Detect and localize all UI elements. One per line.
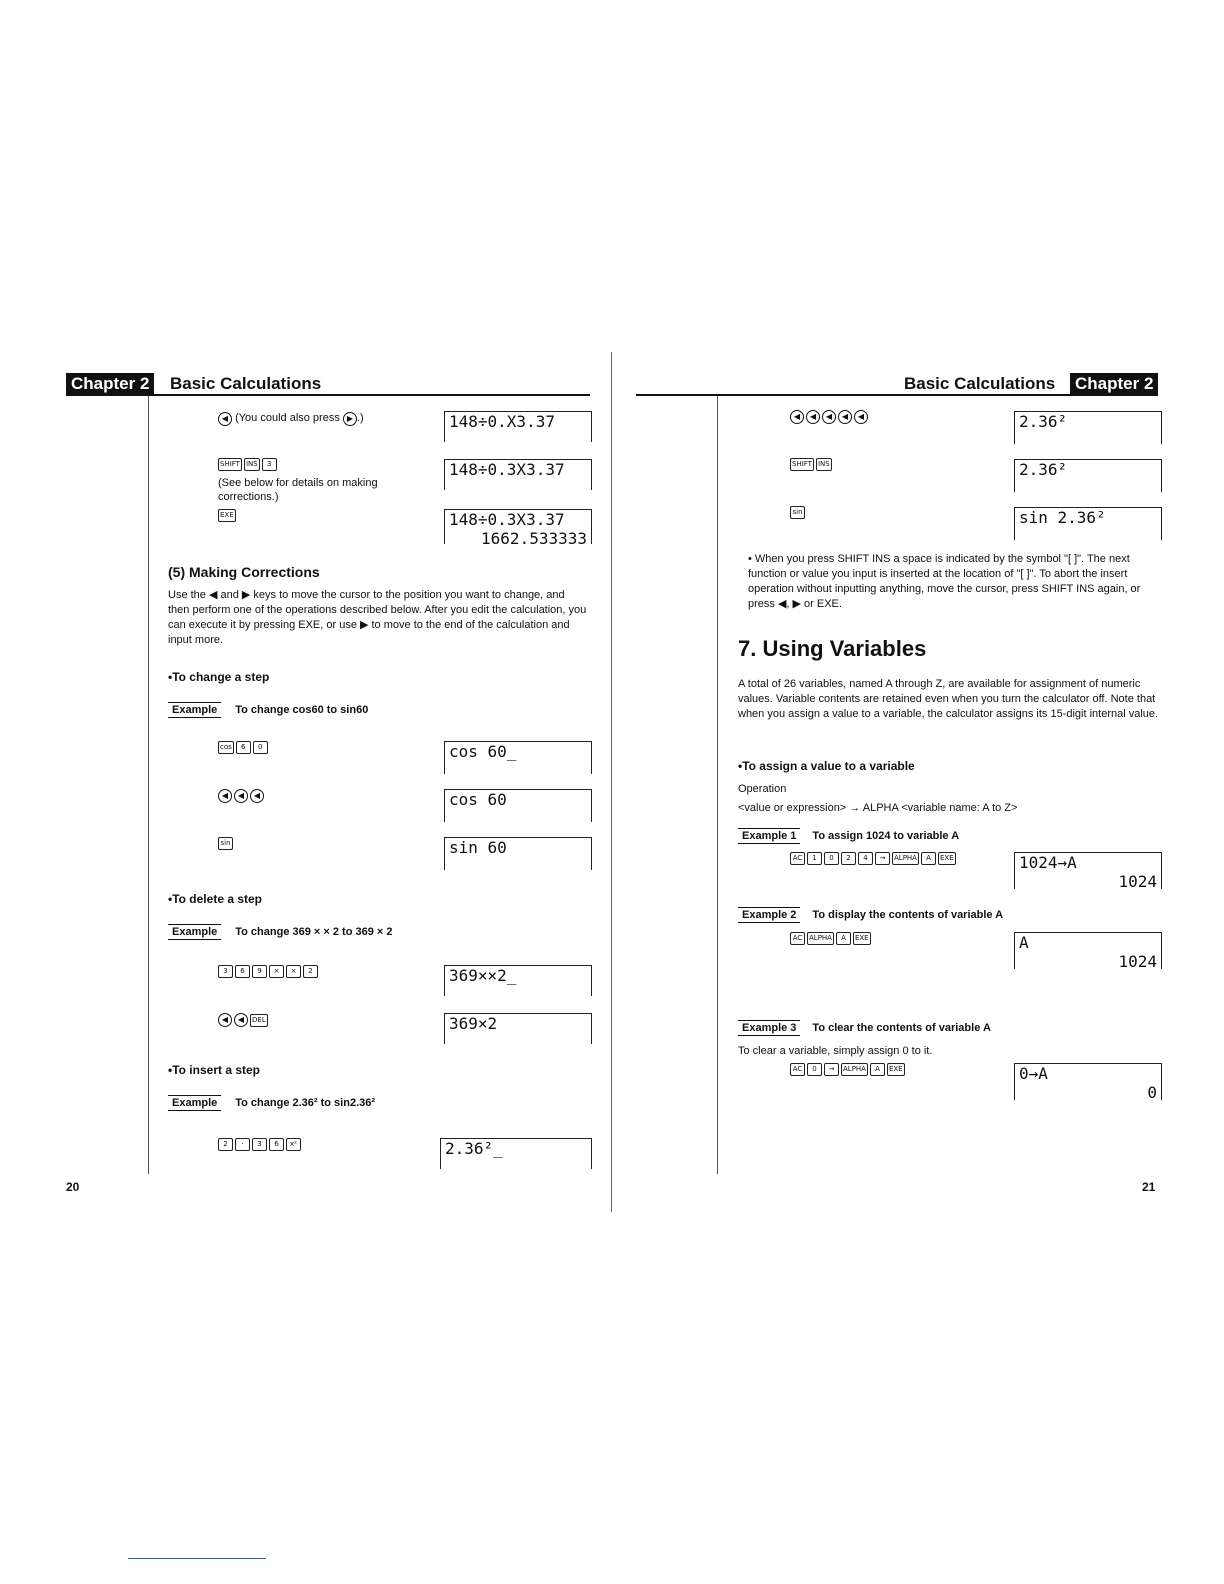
section-body: Use the ◀ and ▶ keys to move the cursor to the position you want to change, and then perform one of the operations described below. After you edit the calculation, you can execute it by pressing EXE, or use ▶ to move to the end of the calculation and input more. — [168, 589, 587, 646]
key-sequence — [790, 458, 832, 471]
step1-note: ◀ (You could also press ▶ .) — [218, 411, 364, 426]
example-text: To assign 1024 to variable A — [812, 830, 960, 842]
ins-key-icon: INS — [816, 458, 832, 471]
square-key-icon: x² — [286, 1138, 301, 1151]
alpha-key-icon: ALPHA — [807, 932, 834, 945]
insert-step-heading: •To insert a step — [168, 1063, 260, 1077]
left-arrow-key-icon: ◀ — [250, 789, 264, 803]
key-6-icon: 6 — [236, 741, 251, 754]
example-note: To clear a variable, simply assign 0 to it. — [738, 1045, 933, 1057]
key-sequence — [790, 1063, 905, 1076]
page-number: 20 — [66, 1180, 80, 1194]
example-line — [168, 1095, 375, 1111]
key-3-icon: 3 — [218, 965, 233, 978]
key-2-icon: 2 — [841, 852, 856, 865]
lcd-display: cos 60 — [444, 789, 592, 822]
assign-arrow-key-icon: → — [875, 852, 890, 865]
shift-key-icon: SHIFT — [790, 458, 814, 471]
cos-key-icon: cos — [218, 741, 234, 754]
key-a-icon: A — [870, 1063, 885, 1076]
ins-key-icon: INS — [244, 458, 260, 471]
key-3-icon: 3 — [252, 1138, 267, 1151]
key-sequence — [218, 1138, 301, 1151]
lcd-display: 148÷0.3X3.37 — [444, 459, 592, 490]
example-label: Example 1 — [738, 828, 800, 844]
lcd-display: cos 60_ — [444, 741, 592, 774]
lcd-display: 2.36²_ — [440, 1138, 592, 1169]
key-0-icon: 0 — [824, 852, 839, 865]
key-a-icon: A — [921, 852, 936, 865]
key-sequence — [790, 932, 871, 945]
key-2-icon: 2 — [303, 965, 318, 978]
example-line — [168, 924, 392, 940]
alpha-key-icon: ALPHA — [841, 1063, 868, 1076]
key-sequence — [218, 965, 318, 978]
ac-key-icon: AC — [790, 1063, 805, 1076]
page-number: 21 — [1142, 1180, 1156, 1194]
section-title: (5) Making Corrections — [168, 564, 320, 580]
exe-key-icon: EXE — [887, 1063, 905, 1076]
key-sequence — [218, 1013, 268, 1027]
left-arrow-key-icon: ◀ — [854, 410, 868, 424]
margin-line — [717, 396, 718, 1174]
lcd-display: 1024→A 1024 — [1014, 852, 1162, 889]
lcd-display: sin 2.36² — [1014, 507, 1162, 540]
operation-label: Operation — [738, 783, 787, 795]
exe-key-icon: EXE — [938, 852, 956, 865]
left-arrow-key-icon: ◀ — [806, 410, 820, 424]
right-arrow-key-icon: ▶ — [343, 412, 357, 426]
lcd-display: 369××2_ — [444, 965, 592, 996]
key-2-icon: 2 — [218, 1138, 233, 1151]
example-text: To change 369 × × 2 to 369 × 2 — [235, 926, 393, 938]
example-text: To display the contents of variable A — [812, 909, 1004, 921]
lcd-display: 369×2 — [444, 1013, 592, 1044]
left-arrow-key-icon: ◀ — [790, 410, 804, 424]
example-label: Example — [168, 924, 221, 940]
key-3-icon: 3 — [262, 458, 277, 471]
example-label: Example 2 — [738, 907, 800, 923]
section-title: 7. Using Variables — [738, 636, 927, 661]
example-line — [738, 828, 959, 844]
section-body: A total of 26 variables, named A through Z, are available for assignment of numeric values. Variable contents are retained even when you turn the calculator off. Note that when you assign a value to a variable, the calculator assigns its 15-digit internal value. — [738, 678, 1159, 720]
example-text: To clear the contents of variable A — [812, 1022, 991, 1034]
delete-step-heading: •To delete a step — [168, 892, 263, 906]
decimal-point-key-icon: · — [235, 1138, 250, 1151]
left-arrow-key-icon: ◀ — [218, 789, 232, 803]
key-sequence — [218, 789, 264, 803]
key-0-icon: 0 — [807, 1063, 822, 1076]
example-line — [168, 702, 368, 718]
left-arrow-key-icon: ◀ — [838, 410, 852, 424]
key-sequence — [790, 852, 956, 865]
step2-note: (See below for details on making corrections.) — [218, 477, 378, 503]
left-arrow-key-icon: ◀ — [234, 789, 248, 803]
key-sequence — [218, 509, 236, 522]
lcd-display: 148÷0.X3.37 — [444, 411, 592, 442]
del-key-icon: DEL — [250, 1014, 268, 1027]
key-sequence — [218, 741, 268, 754]
lcd-display: A 1024 — [1014, 932, 1162, 969]
shift-key-icon: SHIFT — [218, 458, 242, 471]
example-label: Example 3 — [738, 1020, 800, 1036]
book-spine — [611, 352, 612, 1212]
lcd-display: 2.36² — [1014, 411, 1162, 444]
key-sequence — [790, 410, 868, 424]
key-sequence — [218, 458, 277, 471]
operation-text: <value or expression> → ALPHA <variable name: A to Z> — [738, 802, 1018, 814]
key-a-icon: A — [836, 932, 851, 945]
insert-note: • When you press SHIFT INS a space is indicated by the symbol "[ ]". The next function or value you input is inserted at the location of "[ ]". To abort the insert operation without inputting anything, move the cursor, press SHIFT INS again, or press ◀, ▶ or EXE. — [748, 553, 1141, 610]
alpha-key-icon: ALPHA — [892, 852, 919, 865]
key-1-icon: 1 — [807, 852, 822, 865]
lcd-display: sin 60 — [444, 837, 592, 870]
left-arrow-key-icon: ◀ — [234, 1013, 248, 1027]
exe-key-icon: EXE — [218, 509, 236, 522]
exe-key-icon: EXE — [853, 932, 871, 945]
multiply-key-icon: × — [269, 965, 284, 978]
sin-key-icon: sin — [790, 506, 805, 519]
example-text: To change 2.36² to sin2.36² — [235, 1097, 376, 1109]
header-rule — [66, 394, 590, 396]
margin-line — [148, 396, 149, 1174]
chapter-tab: Chapter 2 — [1070, 373, 1158, 396]
left-arrow-key-icon: ◀ — [218, 1013, 232, 1027]
example-label: Example — [168, 1095, 221, 1111]
change-step-heading: •To change a step — [168, 670, 270, 684]
ac-key-icon: AC — [790, 932, 805, 945]
example-label: Example — [168, 702, 221, 718]
example-line — [738, 907, 1003, 923]
page-header-title: Basic Calculations — [904, 374, 1056, 393]
sin-key-icon: sin — [218, 837, 233, 850]
key-4-icon: 4 — [858, 852, 873, 865]
left-arrow-key-icon: ◀ — [822, 410, 836, 424]
multiply-key-icon: × — [286, 965, 301, 978]
key-6-icon: 6 — [235, 965, 250, 978]
lcd-display: 0→A 0 — [1014, 1063, 1162, 1100]
key-sequence — [790, 506, 805, 519]
assign-heading: •To assign a value to a variable — [738, 759, 915, 773]
left-arrow-key-icon: ◀ — [218, 412, 232, 426]
lcd-display: 148÷0.3X3.37 1662.533333 — [444, 509, 592, 544]
key-9-icon: 9 — [252, 965, 267, 978]
key-6-icon: 6 — [269, 1138, 284, 1151]
key-sequence — [218, 837, 233, 850]
ac-key-icon: AC — [790, 852, 805, 865]
example-text: To change cos60 to sin60 — [235, 704, 369, 716]
page-header-title: Basic Calculations — [170, 374, 322, 393]
lcd-display: 2.36² — [1014, 459, 1162, 492]
bottom-rule — [128, 1558, 266, 1559]
assign-arrow-key-icon: → — [824, 1063, 839, 1076]
header-rule — [636, 394, 1158, 396]
key-0-icon: 0 — [253, 741, 268, 754]
chapter-tab: Chapter 2 — [66, 373, 154, 396]
example-line — [738, 1020, 991, 1036]
